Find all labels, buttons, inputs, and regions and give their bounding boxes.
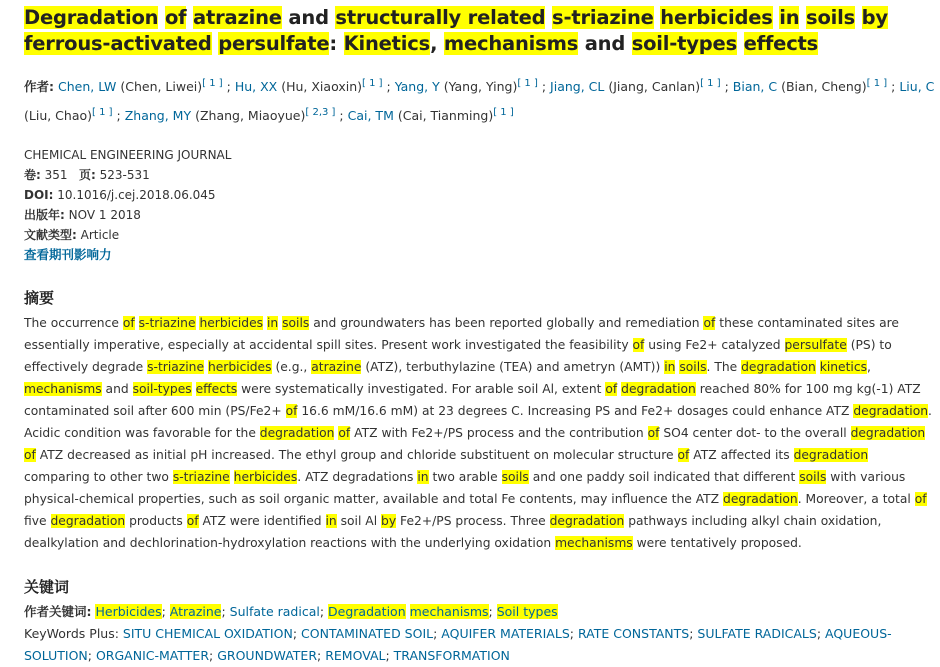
keyword-separator: ;	[87, 648, 96, 664]
abstract-text-run: with various physical-chemical properties, such as soil organic matter, available and total Fe contents, may influence the ATZ	[24, 470, 906, 507]
abstract-highlight: soils	[799, 470, 827, 485]
keywords-plus-link[interactable]: AQUIFER MATERIALS	[441, 626, 570, 642]
abstract-highlight: degradation	[850, 426, 926, 441]
title-text	[158, 6, 165, 29]
abstract-text-run: and	[101, 382, 133, 397]
abstract-text-run: ATZ were identified	[198, 514, 326, 529]
author-link[interactable]: Liu, C	[899, 79, 935, 95]
author-affiliation-link[interactable]: [ 1 ]	[700, 78, 721, 89]
date-value: NOV 1 2018	[68, 208, 141, 223]
keyword-text: Sulfate radical	[229, 604, 320, 620]
abstract-text-run: . Acidic condition was favorable for the	[24, 404, 932, 441]
title-highlight: ferrous-activated	[24, 32, 212, 55]
title-highlight: Degradation	[24, 6, 159, 29]
abstract-highlight: mechanisms	[24, 382, 102, 397]
keyword-separator: ;	[209, 648, 218, 664]
keywords-plus-label: KeyWords Plus:	[24, 626, 119, 642]
abstract-highlight: herbicides	[233, 470, 298, 485]
abstract-highlight: atrazine	[311, 360, 362, 375]
author-affiliation-link[interactable]: [ 1 ]	[92, 107, 113, 119]
author-keywords-row	[24, 601, 936, 623]
abstract-text-run: were systematically investigated. For arable soil Al, extent	[237, 382, 606, 397]
keyword-separator: ;	[433, 626, 442, 642]
abstract-highlight: of	[338, 426, 351, 441]
title-highlight: atrazine	[193, 6, 282, 29]
abstract-highlight: of	[285, 404, 298, 419]
author-separator: ;	[335, 108, 348, 124]
abstract-text-run: . Moreover, a total	[797, 492, 915, 507]
title-text	[737, 32, 744, 55]
author-full-name: (Jiang, Canlan)	[604, 79, 701, 95]
author-full-name: (Cai, Tianming)	[393, 108, 494, 124]
abstract-text-run: comparing to other two	[24, 470, 173, 485]
abstract-text-run: and one paddy soil indicated that different	[528, 470, 800, 485]
abstract-text-run: Fe2+/PS process. Three	[396, 514, 550, 529]
title-highlight: in	[779, 6, 800, 29]
abstract-highlight: degradation	[723, 492, 798, 507]
keyword-text	[406, 604, 410, 619]
abstract-text-run: using Fe2+ catalyzed	[644, 338, 785, 353]
author-keyword-link[interactable]	[328, 604, 489, 619]
keywords-plus-row	[24, 623, 936, 667]
abstract-text-run: ,	[867, 360, 871, 375]
title-text: and	[281, 6, 336, 29]
journal-name[interactable]: CHEMICAL ENGINEERING JOURNAL	[24, 148, 232, 163]
keyword-highlight: Degradation	[328, 604, 406, 620]
author-keyword-link[interactable]	[497, 604, 558, 619]
keywords-plus-link[interactable]: RATE CONSTANTS	[577, 626, 690, 642]
author-link[interactable]: Hu, XX	[234, 79, 278, 95]
keywords-plus-link[interactable]: CONTAMINATED SOIL	[301, 626, 434, 642]
abstract-highlight: degradation	[50, 514, 126, 529]
abstract-text-run: and groundwaters has been reported globally and remediation	[309, 316, 704, 331]
abstract-highlight: herbicides	[207, 360, 272, 375]
pages-label: 页:	[79, 168, 96, 183]
author-keyword-link[interactable]	[95, 604, 161, 619]
author-link[interactable]: Zhang, MY	[124, 108, 192, 124]
abstract-highlight: soil-types	[132, 382, 192, 397]
abstract-highlight: soils	[679, 360, 707, 375]
abstract-highlight: s-triazine	[172, 470, 230, 485]
record-title	[24, 5, 936, 57]
keyword-separator: ;	[161, 604, 170, 620]
authors-block	[24, 71, 936, 129]
author-full-name: (Zhang, Miaoyue)	[191, 108, 306, 124]
abstract-highlight: of	[647, 426, 660, 441]
title-text: and	[578, 32, 632, 55]
abstract-text-run: ATZ decreased as initial pH increased. The ethyl group and chloride substituent on molecular structure	[35, 448, 678, 463]
abstract-text-run: ATZ affected its	[689, 448, 794, 463]
doctype-row	[24, 225, 936, 245]
title-text: :	[329, 32, 344, 55]
keyword-highlight: Herbicides	[95, 604, 162, 620]
keywords-plus-link[interactable]: REMOVAL	[325, 648, 386, 664]
author-keyword-link[interactable]	[230, 604, 320, 619]
author-affiliation-link[interactable]: [ 2,3 ]	[305, 107, 336, 119]
title-highlight: s-triazine	[552, 6, 654, 29]
doi-row	[24, 185, 936, 205]
keyword-separator: ;	[816, 626, 825, 642]
keyword-separator: ;	[488, 604, 497, 620]
keywords-plus-link[interactable]: AQUEOUS-SOLUTION	[24, 626, 892, 664]
abstract-highlight: in	[664, 360, 676, 375]
doi-label: DOI:	[24, 188, 54, 203]
abstract-highlight: of	[186, 514, 199, 529]
abstract-text-run: these contaminated sites are essentially imperative, especially at accidental spill sites. Present work investigated the feasibility	[24, 316, 899, 353]
abstract-highlight: in	[266, 316, 279, 331]
keyword-separator: ;	[292, 626, 301, 642]
title-highlight: effects	[743, 32, 819, 55]
journal-block	[24, 145, 936, 265]
keyword-highlight: Soil types	[496, 604, 558, 620]
abstract-highlight: of	[632, 338, 645, 353]
title-highlight: of	[164, 6, 187, 29]
abstract-highlight: soils	[282, 316, 310, 331]
keyword-separator: ;	[319, 604, 329, 620]
pages-value: 523-531	[99, 168, 150, 183]
title-text: ,	[430, 32, 444, 55]
abstract-highlight: by	[381, 514, 397, 529]
volume-value: 351	[44, 168, 68, 183]
authors-label: 作者:	[24, 79, 54, 95]
abstract-highlight: degradation	[741, 360, 816, 375]
keywords-plus-link[interactable]: GROUNDWATER	[217, 648, 318, 664]
abstract-highlight: degradation	[259, 426, 335, 441]
abstract-text-run: soil Al	[336, 514, 382, 529]
volume-label: 卷:	[24, 168, 41, 183]
author-full-name: (Bian, Cheng)	[777, 79, 867, 95]
title-highlight: persulfate	[218, 32, 330, 55]
keyword-separator: ;	[317, 648, 326, 664]
author-full-name: (Liu, Chao)	[24, 108, 93, 124]
author-separator: ;	[887, 79, 900, 95]
author-separator: ;	[382, 79, 395, 95]
title-highlight: Kinetics	[343, 32, 431, 55]
abstract-heading: 摘要	[24, 289, 55, 308]
author-affiliation-link[interactable]: [ 1 ]	[517, 78, 538, 89]
volume-pages-row	[24, 165, 936, 185]
keyword-highlight: mechanisms	[409, 604, 489, 620]
abstract-text-run: 16.6 mM/16.6 mM) at 23 degrees C. Increasing PS and Fe2+ dosages could enhance ATZ	[297, 404, 854, 419]
title-highlight: by	[861, 6, 888, 29]
abstract-text-run: . ATZ degradations	[297, 470, 418, 485]
abstract-highlight: kinetics	[819, 360, 868, 375]
abstract-highlight: degradation	[549, 514, 625, 529]
abstract-text-run: (ATZ), terbuthylazine (TEA) and ametryn (AMT))	[361, 360, 665, 375]
abstract-highlight: of	[122, 316, 135, 331]
title-highlight: herbicides	[660, 6, 773, 29]
title-highlight: soil-types	[631, 32, 737, 55]
abstract-text-run: SO4 center dot- to the overall	[659, 426, 851, 441]
abstract-highlight: herbicides	[199, 316, 264, 331]
author-full-name: (Chen, Liwei)	[116, 79, 203, 95]
abstract-highlight: of	[605, 382, 618, 397]
abstract-text-run: ATZ with Fe2+/PS process and the contribution	[350, 426, 648, 441]
abstract-highlight: of	[677, 448, 690, 463]
abstract-text-run: (e.g.,	[271, 360, 312, 375]
abstract-text	[24, 312, 936, 554]
author-full-name: (Yang, Ying)	[439, 79, 518, 95]
author-separator: ;	[222, 79, 235, 95]
abstract-highlight: s-triazine	[147, 360, 205, 375]
author-affiliation-link[interactable]: [ 1 ]	[866, 78, 888, 89]
abstract-highlight: degradation	[793, 448, 869, 463]
abstract-highlight: mechanisms	[555, 536, 633, 551]
abstract-text-run: products	[125, 514, 187, 529]
doctype-value: Article	[80, 228, 120, 243]
abstract-text-run: The occurrence	[24, 316, 123, 331]
abstract-text-run	[192, 382, 196, 396]
doctype-label: 文献类型:	[24, 228, 77, 243]
keyword-highlight: Atrazine	[169, 604, 222, 620]
abstract-text-run: . The	[706, 360, 742, 375]
journal-impact-link[interactable]: 查看期刊影响力	[24, 247, 112, 263]
abstract-text-run: pathways including alkyl chain oxidation, dealkylation and dechlorination-hydroxylation reactions with the underlying oxidation	[24, 514, 882, 551]
keywords-heading: 关键词	[24, 578, 70, 597]
author-link[interactable]: Bian, C	[732, 79, 778, 95]
keywords-plus-link[interactable]: TRANSFORMATION	[393, 648, 510, 664]
abstract-text-run: two arable	[428, 470, 502, 485]
date-row	[24, 205, 936, 225]
abstract-highlight: in	[417, 470, 429, 485]
title-highlight: mechanisms	[443, 32, 579, 55]
title-highlight: soils	[806, 6, 856, 29]
keywords-plus-link[interactable]: ORGANIC-MATTER	[95, 648, 210, 664]
keywords-plus-link[interactable]: SULFATE RADICALS	[697, 626, 817, 642]
author-separator: ;	[720, 79, 733, 95]
doi-value: 10.1016/j.cej.2018.06.045	[57, 188, 216, 203]
keyword-separator: ;	[385, 648, 394, 664]
keyword-separator: ;	[689, 626, 698, 642]
abstract-highlight: in	[325, 514, 337, 529]
abstract-highlight: effects	[195, 382, 238, 397]
abstract-highlight: degradation	[853, 404, 929, 419]
abstract-highlight: soils	[501, 470, 529, 485]
author-separator: ;	[537, 79, 551, 95]
author-link[interactable]: Chen, LW	[57, 79, 117, 95]
author-link[interactable]: Yang, Y	[394, 79, 440, 95]
author-link[interactable]: Cai, TM	[347, 108, 394, 124]
author-affiliation-link[interactable]: [ 1 ]	[202, 78, 223, 89]
abstract-text-run: reached 80% for 100 mg kg(-1) ATZ contaminated soil after 600 min (PS/Fe2+	[24, 382, 921, 419]
abstract-highlight: s-triazine	[138, 316, 196, 331]
title-text	[855, 6, 862, 29]
keywords-plus-link[interactable]: SITU CHEMICAL OXIDATION	[122, 626, 293, 642]
abstract-text-run: five	[24, 514, 51, 529]
abstract-highlight: of	[914, 492, 927, 507]
abstract-highlight: of	[703, 316, 716, 331]
abstract-text-run: (PS) to effectively degrade	[24, 338, 892, 375]
author-keywords-label: 作者关键词:	[24, 604, 92, 620]
author-separator: ;	[112, 108, 125, 124]
author-keyword-link[interactable]	[170, 604, 222, 619]
date-label: 出版年:	[24, 208, 65, 223]
author-full-name: (Hu, Xiaoxin)	[277, 79, 362, 95]
author-affiliation-link[interactable]: [ 1 ]	[362, 78, 383, 89]
keyword-separator: ;	[221, 604, 230, 620]
abstract-highlight: persulfate	[784, 338, 847, 353]
abstract-highlight: degradation	[621, 382, 696, 397]
abstract-highlight: of	[24, 448, 36, 463]
keyword-separator: ;	[569, 626, 578, 642]
abstract-text-run: were tentatively proposed.	[632, 536, 802, 551]
title-highlight: structurally related	[335, 6, 546, 29]
author-affiliation-link[interactable]: [ 1 ]	[493, 107, 514, 119]
author-link[interactable]: Jiang, CL	[550, 79, 605, 95]
